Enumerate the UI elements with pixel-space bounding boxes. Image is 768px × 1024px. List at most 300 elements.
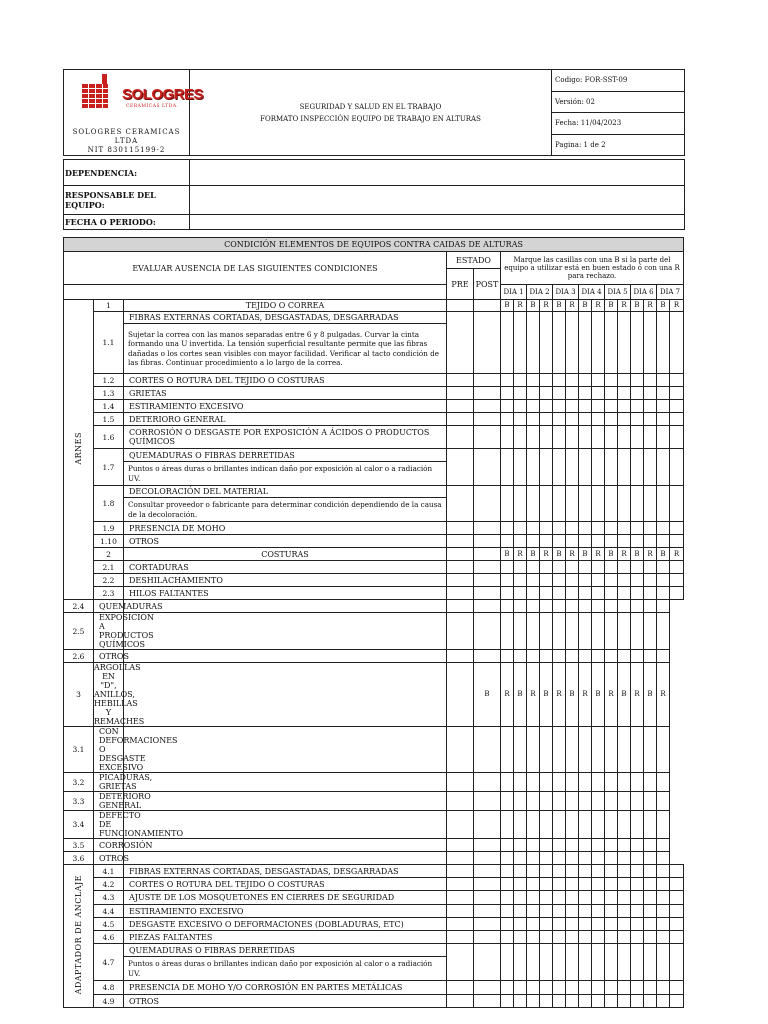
post-checkbox[interactable]	[474, 387, 501, 400]
day2-r-checkbox[interactable]	[527, 792, 540, 811]
fecha-field[interactable]	[190, 215, 685, 230]
day6-r-checkbox[interactable]	[631, 650, 644, 663]
day6-r-checkbox[interactable]	[631, 727, 644, 773]
day2-r-checkbox[interactable]	[527, 773, 540, 792]
day6-b-checkbox[interactable]	[631, 535, 644, 548]
post-checkbox[interactable]	[474, 413, 501, 426]
day5-r-checkbox[interactable]	[618, 486, 631, 522]
day1-b-checkbox[interactable]	[474, 811, 501, 839]
day2-b-checkbox[interactable]	[514, 852, 527, 865]
day5-r-checkbox[interactable]	[618, 413, 631, 426]
pre-checkbox[interactable]	[447, 486, 474, 522]
day7-b-checkbox[interactable]	[657, 891, 670, 905]
day3-r-checkbox[interactable]	[566, 400, 579, 413]
day5-b-checkbox[interactable]	[605, 995, 618, 1008]
post-cell[interactable]	[474, 548, 501, 561]
day3-b-checkbox[interactable]	[540, 650, 553, 663]
day2-b-checkbox[interactable]	[527, 522, 540, 535]
day1-r-checkbox[interactable]	[501, 852, 514, 865]
day6-b-checkbox[interactable]	[631, 995, 644, 1008]
day6-r-checkbox[interactable]	[644, 535, 657, 548]
day1-r-checkbox[interactable]	[514, 535, 527, 548]
pre-cell[interactable]	[447, 548, 474, 561]
day1-r-checkbox[interactable]	[514, 561, 527, 574]
day1-b-checkbox[interactable]	[501, 486, 514, 522]
post-checkbox[interactable]	[447, 613, 474, 650]
day2-r-checkbox[interactable]	[540, 574, 553, 587]
day6-b-checkbox[interactable]	[631, 387, 644, 400]
day4-r-checkbox[interactable]	[579, 773, 592, 792]
day5-b-checkbox[interactable]	[605, 312, 618, 374]
day5-b-checkbox[interactable]	[605, 522, 618, 535]
day2-b-checkbox[interactable]	[527, 981, 540, 995]
day5-b-checkbox[interactable]	[605, 374, 618, 387]
day1-r-checkbox[interactable]	[501, 773, 514, 792]
day1-b-checkbox[interactable]	[501, 522, 514, 535]
day5-r-checkbox[interactable]	[618, 587, 631, 600]
day1-b-checkbox[interactable]	[501, 918, 514, 931]
day6-b-checkbox[interactable]	[631, 426, 644, 449]
day5-b-checkbox[interactable]	[592, 613, 605, 650]
post-cell[interactable]	[474, 300, 501, 312]
day1-b-checkbox[interactable]	[501, 931, 514, 944]
day4-r-checkbox[interactable]	[592, 865, 605, 878]
day4-b-checkbox[interactable]	[566, 600, 579, 613]
day3-b-checkbox[interactable]	[553, 944, 566, 981]
day2-r-checkbox[interactable]	[540, 535, 553, 548]
day5-r-checkbox[interactable]	[605, 600, 618, 613]
pre-checkbox[interactable]	[447, 944, 474, 981]
day4-r-checkbox[interactable]	[592, 944, 605, 981]
day7-r-checkbox[interactable]	[670, 449, 684, 486]
day6-r-checkbox[interactable]	[631, 613, 644, 650]
day3-r-checkbox[interactable]	[553, 727, 566, 773]
day1-b-checkbox[interactable]	[501, 944, 514, 981]
day2-b-checkbox[interactable]	[527, 995, 540, 1008]
day4-b-checkbox[interactable]	[566, 727, 579, 773]
day6-r-checkbox[interactable]	[644, 587, 657, 600]
day7-b-checkbox[interactable]	[657, 312, 670, 374]
day4-b-checkbox[interactable]	[566, 613, 579, 650]
day7-b-checkbox[interactable]	[657, 413, 670, 426]
day4-r-checkbox[interactable]	[592, 587, 605, 600]
day2-b-checkbox[interactable]	[514, 839, 527, 852]
post-checkbox[interactable]	[474, 486, 501, 522]
day7-b-checkbox[interactable]	[657, 561, 670, 574]
post-checkbox[interactable]	[474, 865, 501, 878]
day3-b-checkbox[interactable]	[553, 865, 566, 878]
day4-r-checkbox[interactable]	[592, 486, 605, 522]
day6-r-checkbox[interactable]	[644, 944, 657, 981]
day6-b-checkbox[interactable]	[618, 792, 631, 811]
pre-checkbox[interactable]	[447, 891, 474, 905]
day4-r-checkbox[interactable]	[592, 574, 605, 587]
day6-r-checkbox[interactable]	[644, 574, 657, 587]
day6-r-checkbox[interactable]	[644, 878, 657, 891]
day1-b-checkbox[interactable]	[501, 374, 514, 387]
day2-b-checkbox[interactable]	[514, 613, 527, 650]
day7-b-checkbox[interactable]	[644, 650, 657, 663]
day4-b-checkbox[interactable]	[579, 522, 592, 535]
pre-checkbox[interactable]	[447, 561, 474, 574]
day4-r-checkbox[interactable]	[592, 374, 605, 387]
day4-b-checkbox[interactable]	[579, 413, 592, 426]
pre-checkbox[interactable]	[447, 426, 474, 449]
day1-r-checkbox[interactable]	[514, 400, 527, 413]
post-checkbox[interactable]	[447, 792, 474, 811]
post-checkbox[interactable]	[474, 587, 501, 600]
post-checkbox[interactable]	[447, 650, 474, 663]
day3-b-checkbox[interactable]	[553, 574, 566, 587]
day3-r-checkbox[interactable]	[566, 486, 579, 522]
day5-r-checkbox[interactable]	[605, 839, 618, 852]
day7-r-checkbox[interactable]	[657, 811, 670, 839]
day3-b-checkbox[interactable]	[553, 981, 566, 995]
post-checkbox[interactable]	[474, 400, 501, 413]
day5-b-checkbox[interactable]	[605, 865, 618, 878]
day7-r-checkbox[interactable]	[670, 995, 684, 1008]
day3-r-checkbox[interactable]	[566, 931, 579, 944]
day1-r-checkbox[interactable]	[501, 600, 514, 613]
day4-b-checkbox[interactable]	[566, 650, 579, 663]
day5-b-checkbox[interactable]	[592, 600, 605, 613]
day6-r-checkbox[interactable]	[644, 374, 657, 387]
day7-r-checkbox[interactable]	[670, 944, 684, 981]
day4-r-checkbox[interactable]	[592, 400, 605, 413]
day7-r-checkbox[interactable]	[670, 574, 684, 587]
day7-r-checkbox[interactable]	[657, 613, 670, 650]
day5-r-checkbox[interactable]	[618, 312, 631, 374]
day7-b-checkbox[interactable]	[644, 811, 657, 839]
day1-b-checkbox[interactable]	[501, 387, 514, 400]
day2-r-checkbox[interactable]	[540, 522, 553, 535]
day6-r-checkbox[interactable]	[631, 811, 644, 839]
day4-b-checkbox[interactable]	[579, 574, 592, 587]
day7-r-checkbox[interactable]	[670, 312, 684, 374]
day4-b-checkbox[interactable]	[579, 995, 592, 1008]
day2-b-checkbox[interactable]	[527, 312, 540, 374]
day7-b-checkbox[interactable]	[657, 905, 670, 918]
day5-b-checkbox[interactable]	[592, 852, 605, 865]
day5-r-checkbox[interactable]	[618, 981, 631, 995]
day4-r-checkbox[interactable]	[592, 522, 605, 535]
day1-b-checkbox[interactable]	[501, 400, 514, 413]
day7-b-checkbox[interactable]	[657, 995, 670, 1008]
day2-b-checkbox[interactable]	[527, 574, 540, 587]
day5-b-checkbox[interactable]	[605, 587, 618, 600]
day1-b-checkbox[interactable]	[474, 773, 501, 792]
day5-r-checkbox[interactable]	[618, 374, 631, 387]
day3-r-checkbox[interactable]	[566, 944, 579, 981]
day7-b-checkbox[interactable]	[657, 587, 670, 600]
post-cell[interactable]	[447, 663, 474, 727]
day5-b-checkbox[interactable]	[592, 811, 605, 839]
day7-r-checkbox[interactable]	[657, 650, 670, 663]
day4-b-checkbox[interactable]	[579, 891, 592, 905]
day2-b-checkbox[interactable]	[527, 374, 540, 387]
day4-b-checkbox[interactable]	[579, 865, 592, 878]
day2-b-checkbox[interactable]	[527, 561, 540, 574]
day2-b-checkbox[interactable]	[527, 486, 540, 522]
day3-r-checkbox[interactable]	[553, 613, 566, 650]
day6-b-checkbox[interactable]	[618, 600, 631, 613]
day6-b-checkbox[interactable]	[631, 891, 644, 905]
day5-r-checkbox[interactable]	[618, 918, 631, 931]
day1-r-checkbox[interactable]	[514, 995, 527, 1008]
post-checkbox[interactable]	[447, 600, 474, 613]
day4-b-checkbox[interactable]	[579, 374, 592, 387]
day5-b-checkbox[interactable]	[605, 944, 618, 981]
day7-r-checkbox[interactable]	[670, 878, 684, 891]
day6-b-checkbox[interactable]	[618, 727, 631, 773]
pre-checkbox[interactable]	[447, 981, 474, 995]
day7-r-checkbox[interactable]	[657, 792, 670, 811]
day3-b-checkbox[interactable]	[553, 918, 566, 931]
pre-checkbox[interactable]	[447, 587, 474, 600]
day4-r-checkbox[interactable]	[579, 839, 592, 852]
day7-b-checkbox[interactable]	[657, 574, 670, 587]
day7-b-checkbox[interactable]	[657, 449, 670, 486]
day5-b-checkbox[interactable]	[605, 574, 618, 587]
day7-b-checkbox[interactable]	[644, 727, 657, 773]
pre-checkbox[interactable]	[447, 312, 474, 374]
day1-b-checkbox[interactable]	[501, 865, 514, 878]
day3-b-checkbox[interactable]	[553, 522, 566, 535]
day3-b-checkbox[interactable]	[540, 839, 553, 852]
day1-r-checkbox[interactable]	[514, 865, 527, 878]
day7-b-checkbox[interactable]	[657, 981, 670, 995]
pre-checkbox[interactable]	[447, 522, 474, 535]
day7-b-checkbox[interactable]	[657, 486, 670, 522]
pre-checkbox[interactable]	[447, 865, 474, 878]
day6-r-checkbox[interactable]	[631, 839, 644, 852]
day5-b-checkbox[interactable]	[592, 727, 605, 773]
day1-r-checkbox[interactable]	[501, 727, 514, 773]
day2-b-checkbox[interactable]	[527, 878, 540, 891]
day5-r-checkbox[interactable]	[618, 535, 631, 548]
day5-r-checkbox[interactable]	[618, 426, 631, 449]
day4-r-checkbox[interactable]	[592, 535, 605, 548]
day3-r-checkbox[interactable]	[566, 413, 579, 426]
day5-r-checkbox[interactable]	[618, 995, 631, 1008]
day2-b-checkbox[interactable]	[527, 891, 540, 905]
day2-b-checkbox[interactable]	[527, 413, 540, 426]
day7-b-checkbox[interactable]	[657, 865, 670, 878]
day2-r-checkbox[interactable]	[540, 587, 553, 600]
day5-r-checkbox[interactable]	[618, 905, 631, 918]
day4-r-checkbox[interactable]	[579, 852, 592, 865]
day2-b-checkbox[interactable]	[527, 387, 540, 400]
dependencia-field[interactable]	[190, 160, 685, 186]
day2-r-checkbox[interactable]	[540, 865, 553, 878]
day6-r-checkbox[interactable]	[644, 522, 657, 535]
day6-r-checkbox[interactable]	[644, 413, 657, 426]
day6-b-checkbox[interactable]	[631, 400, 644, 413]
day1-r-checkbox[interactable]	[501, 792, 514, 811]
day6-r-checkbox[interactable]	[631, 852, 644, 865]
day6-r-checkbox[interactable]	[644, 561, 657, 574]
post-checkbox[interactable]	[474, 931, 501, 944]
day3-b-checkbox[interactable]	[553, 312, 566, 374]
day5-b-checkbox[interactable]	[592, 792, 605, 811]
day5-b-checkbox[interactable]	[605, 387, 618, 400]
day6-r-checkbox[interactable]	[644, 995, 657, 1008]
day3-r-checkbox[interactable]	[553, 650, 566, 663]
post-checkbox[interactable]	[474, 905, 501, 918]
day2-b-checkbox[interactable]	[527, 905, 540, 918]
day5-r-checkbox[interactable]	[618, 561, 631, 574]
day2-r-checkbox[interactable]	[527, 811, 540, 839]
day3-r-checkbox[interactable]	[553, 852, 566, 865]
pre-checkbox[interactable]	[124, 839, 447, 852]
day2-b-checkbox[interactable]	[527, 449, 540, 486]
pre-checkbox[interactable]	[447, 387, 474, 400]
day7-r-checkbox[interactable]	[670, 426, 684, 449]
day1-r-checkbox[interactable]	[514, 878, 527, 891]
day6-b-checkbox[interactable]	[618, 613, 631, 650]
day6-b-checkbox[interactable]	[631, 449, 644, 486]
day6-r-checkbox[interactable]	[644, 400, 657, 413]
day7-b-checkbox[interactable]	[657, 426, 670, 449]
day3-b-checkbox[interactable]	[540, 600, 553, 613]
day4-r-checkbox[interactable]	[579, 792, 592, 811]
post-checkbox[interactable]	[474, 918, 501, 931]
day5-b-checkbox[interactable]	[605, 486, 618, 522]
day6-r-checkbox[interactable]	[644, 918, 657, 931]
day6-b-checkbox[interactable]	[631, 522, 644, 535]
day1-r-checkbox[interactable]	[514, 905, 527, 918]
day2-r-checkbox[interactable]	[527, 839, 540, 852]
day1-r-checkbox[interactable]	[514, 522, 527, 535]
day1-b-checkbox[interactable]	[501, 535, 514, 548]
day1-r-checkbox[interactable]	[514, 486, 527, 522]
day2-b-checkbox[interactable]	[514, 600, 527, 613]
day6-r-checkbox[interactable]	[631, 773, 644, 792]
day7-b-checkbox[interactable]	[657, 522, 670, 535]
day2-b-checkbox[interactable]	[514, 773, 527, 792]
day1-r-checkbox[interactable]	[514, 312, 527, 374]
day2-r-checkbox[interactable]	[527, 613, 540, 650]
post-checkbox[interactable]	[474, 561, 501, 574]
day5-r-checkbox[interactable]	[618, 865, 631, 878]
day4-b-checkbox[interactable]	[579, 387, 592, 400]
day6-r-checkbox[interactable]	[631, 792, 644, 811]
day5-r-checkbox[interactable]	[618, 574, 631, 587]
day4-b-checkbox[interactable]	[579, 878, 592, 891]
day6-b-checkbox[interactable]	[631, 918, 644, 931]
day1-b-checkbox[interactable]	[501, 413, 514, 426]
day2-r-checkbox[interactable]	[540, 312, 553, 374]
day7-r-checkbox[interactable]	[670, 891, 684, 905]
pre-checkbox[interactable]	[447, 400, 474, 413]
day5-r-checkbox[interactable]	[618, 522, 631, 535]
day4-b-checkbox[interactable]	[579, 918, 592, 931]
post-checkbox[interactable]	[474, 981, 501, 995]
responsable-field[interactable]	[190, 186, 685, 215]
day5-b-checkbox[interactable]	[605, 981, 618, 995]
day7-b-checkbox[interactable]	[657, 918, 670, 931]
pre-checkbox[interactable]	[447, 374, 474, 387]
day6-b-checkbox[interactable]	[618, 811, 631, 839]
day5-r-checkbox[interactable]	[618, 449, 631, 486]
day3-r-checkbox[interactable]	[566, 449, 579, 486]
day7-b-checkbox[interactable]	[644, 839, 657, 852]
day7-r-checkbox[interactable]	[670, 486, 684, 522]
post-checkbox[interactable]	[447, 727, 474, 773]
post-checkbox[interactable]	[474, 312, 501, 374]
day4-r-checkbox[interactable]	[579, 600, 592, 613]
post-checkbox[interactable]	[474, 995, 501, 1008]
post-checkbox[interactable]	[474, 522, 501, 535]
pre-checkbox[interactable]	[124, 727, 447, 773]
post-checkbox[interactable]	[447, 852, 474, 865]
day1-b-checkbox[interactable]	[474, 600, 501, 613]
day6-b-checkbox[interactable]	[631, 981, 644, 995]
day6-r-checkbox[interactable]	[644, 312, 657, 374]
day1-r-checkbox[interactable]	[514, 387, 527, 400]
day6-b-checkbox[interactable]	[631, 413, 644, 426]
day7-r-checkbox[interactable]	[657, 773, 670, 792]
day2-r-checkbox[interactable]	[540, 891, 553, 905]
day7-r-checkbox[interactable]	[670, 918, 684, 931]
day5-b-checkbox[interactable]	[592, 650, 605, 663]
day6-b-checkbox[interactable]	[631, 931, 644, 944]
day5-b-checkbox[interactable]	[592, 839, 605, 852]
day7-b-checkbox[interactable]	[644, 852, 657, 865]
day4-b-checkbox[interactable]	[579, 486, 592, 522]
day2-b-checkbox[interactable]	[514, 727, 527, 773]
day2-b-checkbox[interactable]	[527, 400, 540, 413]
day7-r-checkbox[interactable]	[657, 839, 670, 852]
day1-r-checkbox[interactable]	[501, 811, 514, 839]
day3-r-checkbox[interactable]	[566, 574, 579, 587]
day2-b-checkbox[interactable]	[527, 426, 540, 449]
day2-b-checkbox[interactable]	[527, 944, 540, 981]
day6-b-checkbox[interactable]	[631, 587, 644, 600]
day7-r-checkbox[interactable]	[670, 865, 684, 878]
day5-b-checkbox[interactable]	[605, 931, 618, 944]
day3-b-checkbox[interactable]	[553, 561, 566, 574]
day7-r-checkbox[interactable]	[657, 727, 670, 773]
day4-r-checkbox[interactable]	[579, 727, 592, 773]
pre-checkbox[interactable]	[447, 413, 474, 426]
day3-r-checkbox[interactable]	[566, 865, 579, 878]
day7-b-checkbox[interactable]	[657, 387, 670, 400]
day6-r-checkbox[interactable]	[644, 865, 657, 878]
day3-r-checkbox[interactable]	[566, 981, 579, 995]
day1-b-checkbox[interactable]	[474, 852, 501, 865]
day1-r-checkbox[interactable]	[514, 944, 527, 981]
day2-r-checkbox[interactable]	[540, 944, 553, 981]
post-checkbox[interactable]	[474, 535, 501, 548]
pre-checkbox[interactable]	[447, 878, 474, 891]
day3-r-checkbox[interactable]	[553, 839, 566, 852]
day5-r-checkbox[interactable]	[605, 773, 618, 792]
day4-b-checkbox[interactable]	[579, 905, 592, 918]
day4-r-checkbox[interactable]	[592, 449, 605, 486]
day5-r-checkbox[interactable]	[605, 613, 618, 650]
day6-b-checkbox[interactable]	[618, 852, 631, 865]
day1-r-checkbox[interactable]	[501, 650, 514, 663]
day7-b-checkbox[interactable]	[644, 600, 657, 613]
day3-r-checkbox[interactable]	[553, 792, 566, 811]
day2-r-checkbox[interactable]	[540, 400, 553, 413]
day4-r-checkbox[interactable]	[592, 413, 605, 426]
day6-r-checkbox[interactable]	[644, 905, 657, 918]
day2-b-checkbox[interactable]	[527, 587, 540, 600]
day2-r-checkbox[interactable]	[540, 918, 553, 931]
day7-r-checkbox[interactable]	[657, 600, 670, 613]
